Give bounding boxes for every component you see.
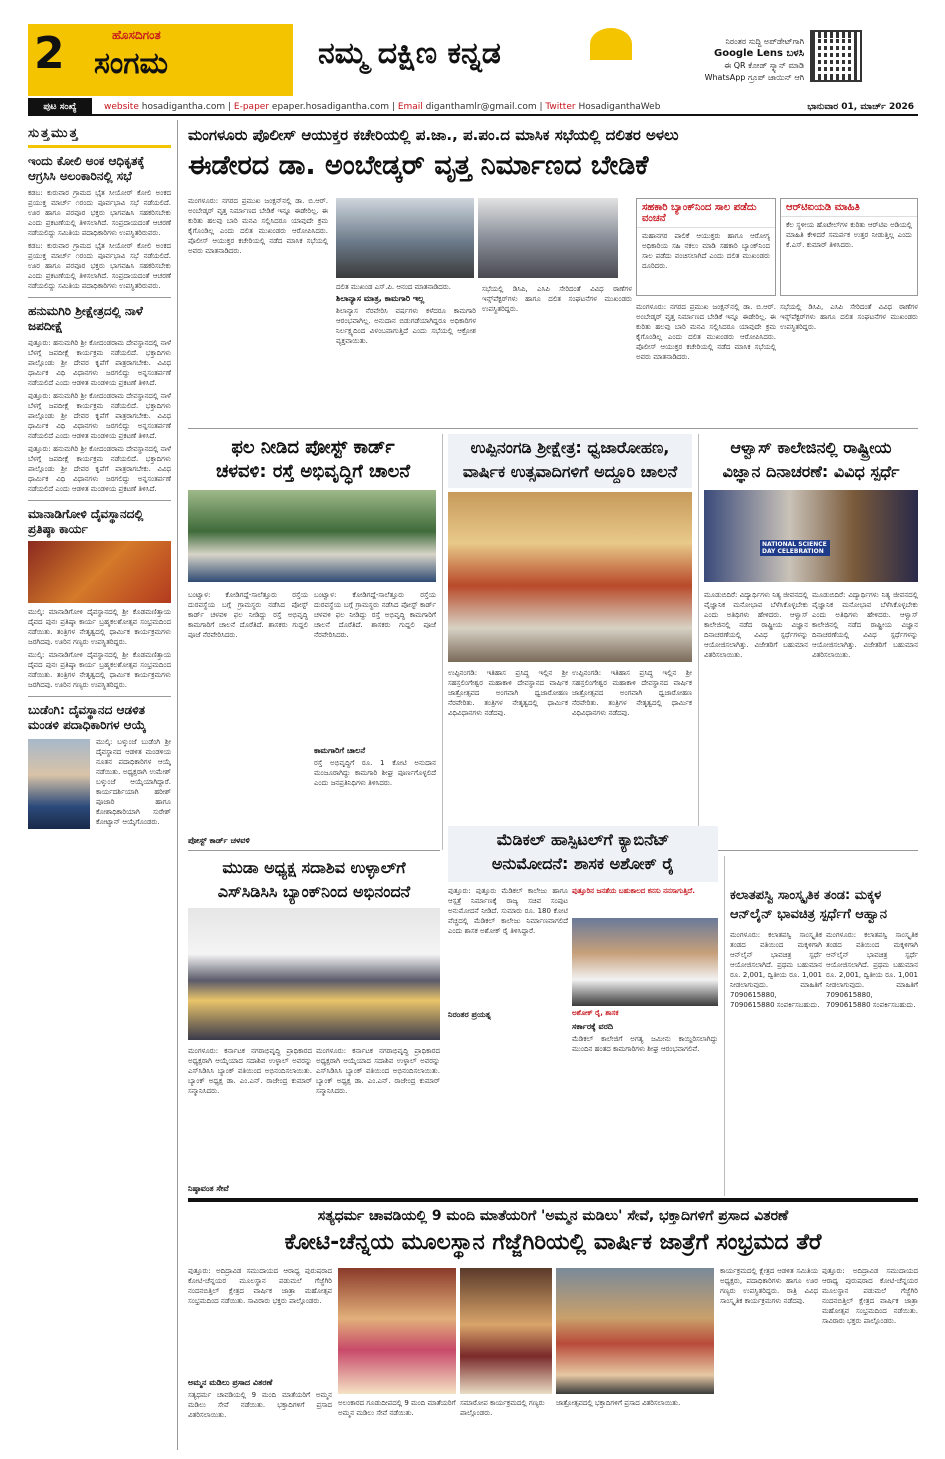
divider	[188, 428, 918, 429]
left-story-body: ಪುತ್ತೂರು: ಹನುಮಗಿರಿ ಶ್ರೀ ಕೋದಂಡರಾಮ ದೇವಸ್ಥಾನದಲ್ಲಿ ನಾಳೆ ಬೆಳಗ್ಗೆ ಜಪದೀಕ್ಷೆ ಕಾರ್ಯಕ್ರಮ ನಡೆಯಲಿದೆ. ಭಕ್ತಾದಿಗಳು ಪಾಲ್ಗೊಂಡು ಶ್ರೀ ದೇವರ ಕೃಪೆಗೆ ಪಾತ್ರರಾಗಬೇಕು. ವಿವಿಧ ಧಾರ್ಮಿಕ ವಿಧಿ ವಿಧಾನಗಳು ಜರಗಲಿದ್ದು ಅನ್ನಸಂತರ್ಪಣೆ ನಡೆಯಲಿದೆ ಎಂದು ಆಡಳಿತ ಮಂಡಳಿಯ ಪ್ರಕಟಣೆ ತಿಳಿಸಿದೆ.	[28, 392, 171, 440]
ritual-photo	[460, 1268, 552, 1394]
epaper-label: E-paper	[233, 102, 270, 112]
bottom-body: ಪುತ್ತೂರು: ಅದಿದ್ರಾವಿಡ ಸಮುದಾಯದ ಆರಾಧ್ಯ ಪುರುಷರಾದ ಕೋಟಿ-ಚೆನ್ನಯರ ಮೂಲಸ್ಥಾನ ಪಡುಮಲೆ ಗೆಜ್ಜೆಗಿರಿ ನಂದನಬಿತ್ತಿಲ್ ಕ್ಷೇತ್ರದ ವಾರ್ಷಿಕ ಜಾತ್ರಾ ಮಹೋತ್ಸವ ಸಂಭ್ರಮದಿಂದ ನಡೆಯಿತು. ಸಾವಿರಾರು ಭಕ್ತರು ಪಾಲ್ಗೊಂಡರು.	[188, 1267, 332, 1305]
lead-subheading: ಶಿಲಾನ್ಯಾಸ ಮಾತ್ರ, ಕಾಮಗಾರಿ ಇಲ್ಲ	[336, 294, 425, 303]
sidebar-box	[780, 198, 918, 296]
photo-caption: ಸಮಾರೋಪ ಕಾರ್ಯಕ್ರಮದಲ್ಲಿ ಗಣ್ಯರು ಪಾಲ್ಗೊಂಡರು.	[460, 1399, 545, 1417]
qr-instructions	[656, 36, 804, 84]
shrine-photo	[28, 541, 171, 603]
kalatapassi-body: ಮಂಗಳೂರು: ಕಲಾತಪಸ್ವಿ ಸಾಂಸ್ಕೃತಿಕ ತಂಡದ ವತಿಯಿಂದ ಮಕ್ಕಳಿಗಾಗಿ ಆನ್‌ಲೈನ್ ಭಾವಚಿತ್ರ ಸ್ಪರ್ಧೆ ಆಯೋಜಿಸಲಾಗಿದೆ. ಪ್ರಥಮ ಬಹುಮಾನ ರೂ. 2,001, ದ್ವಿತೀಯ ರೂ. 1,001 ನೀಡಲಾಗುವುದು. ಮಾಹಿತಿಗೆ 7090615880, 7090615880 ಸಂಪರ್ಕಿಸಬಹುದು.	[826, 931, 918, 1009]
box-body: ಕೆಲ ಸ್ಥಳೀಯ ಹೊಟೇಲ್‌ಗಳ ಕುರಿತು ಆರ್‌ಟಿಐ ಅಡಿಯಲ್ಲಿ ಮಾಹಿತಿ ಕೇಳಿದರೆ ಸಮರ್ಪಕ ಉತ್ತರ ನೀಡುತ್ತಿಲ್ಲ ಎಂದು ಕೆ.ಎಸ್. ಕುಮಾರ್ ತಿಳಿಸಿದರು.	[786, 221, 912, 249]
headline-line: ಮುಡಾ ಅಧ್ಯಕ್ಷ ಸದಾಶಿವ ಉಳ್ಳಾಲ್‌ಗೆ	[222, 858, 406, 877]
bottom-body: ಸತ್ಯಧರ್ಮ ಚಾವಡಿಯಲ್ಲಿ 9 ಮಂದಿ ಮಾತೆಯರಿಗೆ ಅಮ್ಮನ ಮಡಿಲು ಸೇವೆ ನಡೆಯಿತು. ಭಕ್ತಾದಿಗಳಿಗೆ ಪ್ರಸಾದ ವಿತರಿಸಲಾಯಿತು.	[188, 1391, 332, 1419]
page-number: 2	[34, 28, 65, 79]
headline-line: ಉಪ್ಪಿನಂಗಡಿ ಶ್ರೀಕ್ಷೇತ್ರ: ಧ್ವಜಾರೋಹಣ,	[470, 438, 670, 457]
left-story-body: ಪುತ್ತೂರು: ಹನುಮಗಿರಿ ಶ್ರೀ ಕೋದಂಡರಾಮ ದೇವಸ್ಥಾನದಲ್ಲಿ ನಾಳೆ ಬೆಳಗ್ಗೆ ಜಪದೀಕ್ಷೆ ಕಾರ್ಯಕ್ರಮ ನಡೆಯಲಿದೆ. ಭಕ್ತಾದಿಗಳು ಪಾಲ್ಗೊಂಡು ಶ್ರೀ ದೇವರ ಕೃಪೆಗೆ ಪಾತ್ರರಾಗಬೇಕು. ವಿವಿಧ ಧಾರ್ಮಿಕ ವಿಧಿ ವಿಧಾನಗಳು ಜರಗಲಿದ್ದು ಅನ್ನಸಂತರ್ಪಣೆ ನಡೆಯಲಿದೆ ಎಂದು ಆಡಳಿತ ಮಂಡಳಿಯ ಪ್ರಕಟಣೆ ತಿಳಿಸಿದೆ.	[28, 445, 171, 493]
bottom-subheading: ಅಮ್ಮನ ಮಡಿಲು ಪ್ರಸಾದ ವಿತರಣೆ	[188, 1378, 273, 1387]
info-bar	[28, 98, 918, 116]
brand-logo-main: ಸಂಗಮ	[94, 46, 168, 81]
box-heading: ಸಹಕಾರಿ ಬ್ಯಾಂಕ್‌ನಿಂದ ಸಾಲ ಪಡೆದು ವಂಚನೆ	[637, 199, 775, 228]
epaper-link[interactable]: epaper.hosadigantha.com	[271, 102, 390, 112]
protest-group-photo	[188, 490, 436, 582]
brand-logo-top: ಹೊಸದಿಗಂತ	[112, 28, 161, 42]
divider	[704, 850, 918, 851]
headline-line: ವಿಜ್ಞಾನ ದಿನಾಚರಣೆ: ವಿವಿಧ ಸ್ಪರ್ಧೆ	[722, 462, 900, 481]
left-column	[28, 120, 178, 1450]
medical-body: ಮೆಡಿಕಲ್ ಕಾಲೇಜಿಗೆ ಅಗತ್ಯ ಜಮೀನು ಕಾಯ್ದಿರಿಸಲಾಗಿದ್ದು ಮುಂದಿನ ಹಂತದ ಕಾಮಗಾರಿಗಳು ಶೀಘ್ರ ಆರಂಭವಾಗಲಿವೆ.	[572, 1035, 718, 1053]
headline-line: ಅನುಮೋದನೆ: ಶಾಸಕ ಅಶೋಕ್ ರೈ	[491, 854, 675, 873]
alvas-headline	[704, 436, 918, 484]
uppinangadi-body: ಉಪ್ಪಿನಂಗಡಿ: ಇತಿಹಾಸ ಪ್ರಸಿದ್ಧ ಇಲ್ಲಿನ ಶ್ರೀ ಸಹಸ್ರಲಿಂಗೇಶ್ವರ ಮಹಾಕಾಳಿ ದೇವಸ್ಥಾನದ ವಾರ್ಷಿಕ ಜಾತ್ರೋತ್ಸವದ ಅಂಗವಾಗಿ ಧ್ವಜಾರೋಹಣ ನೆರವೇರಿತು. ತಂತ್ರಿಗಳ ನೇತೃತ್ವದಲ್ಲಿ ಧಾರ್ಮಿಕ ವಿಧಿವಿಧಾನಗಳು ನಡೆದವು.	[572, 669, 692, 717]
event-banner: NATIONAL SCIENCE DAY CELEBRATION	[760, 540, 830, 556]
lead-headline: ಈಡೇರದ ಡಾ. ಅಂಬೇಡ್ಕರ್ ವೃತ್ತ ನಿರ್ಮಾಣದ ಬೇಡಿಕೆ	[188, 150, 649, 181]
issue-date: ಭಾನುವಾರ 01, ಮಾರ್ಚ್ 2026	[807, 102, 914, 112]
medical-body: ಪುತ್ತೂರು: ಪುತ್ತೂರು ಮೆಡಿಕಲ್ ಕಾಲೇಜು ಹಾಗೂ ಆಸ್ಪತ್ರೆ ನಿರ್ಮಾಣಕ್ಕೆ ರಾಜ್ಯ ಸಚಿವ ಸಂಪುಟ ಅನುಮೋದನೆ ನೀಡಿದೆ. ಸುಮಾರು ರೂ. 180 ಕೋಟಿ ವೆಚ್ಚದಲ್ಲಿ ಮೆಡಿಕಲ್ ಕಾಲೇಜು ನಿರ್ಮಾಣವಾಗಲಿದೆ ಎಂದು ಶಾಸಕ ಅಶೋಕ್ ರೈ ತಿಳಿಸಿದ್ದಾರೆ.	[448, 887, 568, 935]
left-story-headline: ಇಂದು ಕೋಲಿ ಅಂಕ ಆಧಿಕೃತಕ್ಕೆ ಆಗ್ರಸಿಸಿ ಅಲಂಕಾರಿನಲ್ಲಿ ಸಭೆ	[28, 154, 145, 183]
sun-decoration-icon	[590, 28, 632, 60]
column-title: ಸುತ್ತಮುತ್ತ	[28, 120, 171, 148]
headline-line: ಎಸ್‌ಸಿಡಿಸಿಸಿ ಬ್ಯಾಂಕ್‌ನಿಂದ ಅಭಿನಂದನೆ	[217, 882, 411, 901]
muda-body: ಮಂಗಳೂರು: ಕರ್ನಾಟಕ ನಗರಾಭಿವೃದ್ಧಿ ಪ್ರಾಧಿಕಾರದ ಅಧ್ಯಕ್ಷರಾಗಿ ಆಯ್ಕೆಯಾದ ಸದಾಶಿವ ಉಳ್ಳಾಲ್ ಅವರನ್ನು ಎಸ್‌ಸಿಡಿಸಿಸಿ ಬ್ಯಾಂಕ್ ವತಿಯಿಂದ ಅಭಿನಂದಿಸಲಾಯಿತು. ಬ್ಯಾಂಕ್ ಅಧ್ಯಕ್ಷ ಡಾ. ಎಂ.ಎನ್. ರಾಜೇಂದ್ರ ಕುಮಾರ್ ಸನ್ಮಾನಿಸಿದರು.	[316, 1047, 440, 1095]
postcard-subheading: ಪೋಸ್ಟ್ ಕಾರ್ಡ್ ಚಳವಳಿ	[188, 836, 250, 845]
box-body: ಮಹಾನಗರ ಪಾಲಿಕೆ ಆಯುಕ್ತರು ಹಾಗೂ ಆರೋಗ್ಯ ಅಧಿಕಾರಿಯ ಸಹಿ ನಕಲು ಮಾಡಿ ಸಹಕಾರಿ ಬ್ಯಾಂಕ್‌ನಿಂದ ಸಾಲ ಪಡೆದು ವಂಚಿಸಲಾಗಿದೆ ಎಂದು ದಲಿತ ಮುಖಂಡರು ದೂರಿದರು.	[642, 232, 770, 270]
bottom-body: ಕಾರ್ಯಕ್ರಮದಲ್ಲಿ ಕ್ಷೇತ್ರದ ಆಡಳಿತ ಸಮಿತಿಯ ಅಧ್ಯಕ್ಷರು, ಪದಾಧಿಕಾರಿಗಳು ಹಾಗೂ ಊರ ಗಣ್ಯರು ಉಪಸ್ಥಿತರಿದ್ದರು. ರಾತ್ರಿ ವಿವಿಧ ಸಾಂಸ್ಕೃತಿಕ ಕಾರ್ಯಕ್ರಮಗಳು ನಡೆದವು.	[720, 1267, 818, 1305]
qr-line: Google Lens ಬಳಸಿ	[713, 48, 804, 59]
uppinangadi-headline	[448, 436, 692, 484]
medical-subheading: ಸರ್ಕಾರಕ್ಕೆ ವರದಿ	[572, 1022, 614, 1031]
medical-subheading: ನಿರಂತರ ಪ್ರಯತ್ನ	[448, 1010, 491, 1019]
postcard-subheading: ಕಾಮಗಾರಿಗೆ ಚಾಲನೆ	[314, 746, 366, 755]
headline-line: ಚಳವಳಿ: ರಸ್ತೆ ಅಭಿವೃದ್ಧಿಗೆ ಚಾಲನೆ	[215, 461, 411, 482]
email-label: Email	[397, 102, 423, 112]
devotees-photo	[556, 1268, 714, 1394]
alvas-body: ಮೂಡುಬಿದಿರೆ: ವಿದ್ಯಾರ್ಥಿಗಳು ನಿತ್ಯ ಜೀವನದಲ್ಲಿ ವೈಜ್ಞಾನಿಕ ಮನೋಭಾವ ಬೆಳೆಸಿಕೊಳ್ಳಬೇಕು ಎಂದು ಅತಿಥಿಗಳು ಹೇಳಿದರು. ಆಳ್ವಾಸ್ ಕಾಲೇಜಿನಲ್ಲಿ ನಡೆದ ರಾಷ್ಟ್ರೀಯ ವಿಜ್ಞಾನ ದಿನಾಚರಣೆಯಲ್ಲಿ ವಿವಿಧ ಸ್ಪರ್ಧೆಗಳನ್ನು ಆಯೋಜಿಸಲಾಗಿತ್ತು. ವಿಜೇತರಿಗೆ ಬಹುಮಾನ ವಿತರಿಸಲಾಯಿತು.	[812, 591, 918, 659]
left-story-headline: ಹನುಮಗಿರಿ ಶ್ರೀಕ್ಷೇತ್ರದಲ್ಲಿ ನಾಳೆ ಜಪದೀಕ್ಷೆ	[28, 304, 143, 333]
medical-headline	[448, 828, 718, 876]
left-story-headline: ಮಾನಾಡಿಗೋಳಿ ದೈವಸ್ಥಾನದಲ್ಲಿ ಪ್ರತಿಷ್ಠಾ ಕಾರ್ಯ	[28, 507, 144, 536]
bottom-headline: ಕೋಟಿ-ಚೆನ್ನಯ ಮೂಲಸ್ಥಾನ ಗೆಜ್ಜೆಗಿರಿಯಲ್ಲಿ ವಾರ್ಷಿಕ ಜಾತ್ರೆಗೆ ಸಂಭ್ರಮದ ತೆರೆ	[284, 1230, 822, 1255]
divider	[442, 434, 443, 850]
lead-body: ಮಂಗಳೂರು: ನಗರದ ಪ್ರಮುಖ ಜಂಕ್ಷನ್‌ನಲ್ಲಿ ಡಾ. ಬಿ.ಆರ್. ಅಂಬೇಡ್ಕರ್ ವೃತ್ತ ನಿರ್ಮಾಣದ ಬೇಡಿಕೆ ಇನ್ನೂ ಈಡೇರಿಲ್ಲ. ಈ ಕುರಿತು ಹಲವು ಬಾರಿ ಮನವಿ ಸಲ್ಲಿಸಿದರೂ ಯಾವುದೇ ಕ್ರಮ ಕೈಗೊಂಡಿಲ್ಲ ಎಂದು ದಲಿತ ಮುಖಂಡರು ಆರೋಪಿಸಿದರು. ಪೊಲೀಸ್ ಆಯುಕ್ತರ ಕಚೇರಿಯಲ್ಲಿ ನಡೆದ ಮಾಸಿಕ ಸಭೆಯಲ್ಲಿ ಅವರು ಮಾತನಾಡಿದರು.	[636, 303, 776, 361]
mla-portrait-photo	[572, 918, 718, 1006]
kalatapassi-headline	[730, 886, 918, 924]
left-story-body: ಪುತ್ತೂರು: ಹನುಮಗಿರಿ ಶ್ರೀ ಕೋದಂಡರಾಮ ದೇವಸ್ಥಾನದಲ್ಲಿ ನಾಳೆ ಬೆಳಗ್ಗೆ ಜಪದೀಕ್ಷೆ ಕಾರ್ಯಕ್ರಮ ನಡೆಯಲಿದೆ. ಭಕ್ತಾದಿಗಳು ಪಾಲ್ಗೊಂಡು ಶ್ರೀ ದೇವರ ಕೃಪೆಗೆ ಪಾತ್ರರಾಗಬೇಕು. ವಿವಿಧ ಧಾರ್ಮಿಕ ವಿಧಿ ವಿಧಾನಗಳು ಜರಗಲಿದ್ದು ಅನ್ನಸಂತರ್ಪಣೆ ನಡೆಯಲಿದೆ ಎಂದು ಆಡಳಿತ ಮಂಡಳಿಯ ಪ್ರಕಟಣೆ ತಿಳಿಸಿದೆ.	[28, 339, 171, 387]
section-title: ನಮ್ಮ ದಕ್ಷಿಣ ಕನ್ನಡ	[318, 36, 501, 71]
qr-line: ಈ QR ಕೋಡ್ ಸ್ಕ್ಯಾನ್ ಮಾಡಿ	[724, 61, 804, 70]
lead-kicker: ಮಂಗಳೂರು ಪೊಲೀಸ್ ಆಯುಕ್ತರ ಕಚೇರಿಯಲ್ಲಿ ಪ.ಜಾ., ಪ.ಪಂ.ದ ಮಾಸಿಕ ಸಭೆಯಲ್ಲಿ ದಲಿತರ ಅಳಲು	[188, 126, 679, 144]
divider	[28, 500, 171, 501]
box-heading: ಆರ್‌ಟಿಐಯಡಿ ಮಾಹಿತಿ	[781, 199, 917, 217]
headline-line: ಕಲಾತಪಸ್ವಿ ಸಾಂಸ್ಕೃತಿಕ ತಂಡ: ಮಕ್ಕಳ	[730, 888, 882, 903]
website-link[interactable]: hosadigantha.com	[141, 102, 226, 112]
headline-line: ಆನ್‌ಲೈನ್ ಭಾವಚಿತ್ರ ಸ್ಪರ್ಧೆಗೆ ಆಹ್ವಾನ	[730, 907, 887, 922]
pull-quote: ಪುತ್ತೂರಿನ ಜನತೆಯ ಬಹುಕಾಲದ ಕನಸು ನನಸಾಗುತ್ತಿದೆ.	[572, 887, 695, 895]
headline-line: ಮೆಡಿಕಲ್ ಹಾಸ್ಪಿಟಲ್‌ಗೆ ಕ್ಯಾಬಿನೆಟ್	[496, 830, 670, 849]
lead-body: ಸಭೆಯಲ್ಲಿ ಡಿಸಿಪಿ, ಎಸಿಪಿ ಸೇರಿದಂತೆ ವಿವಿಧ ಠಾಣೆಗಳ ಇನ್ಸ್‌ಪೆಕ್ಟರ್‌ಗಳು ಹಾಗೂ ದಲಿತ ಸಂಘಟನೆಗಳ ಮುಖಂಡರು ಉಪಸ್ಥಿತರಿದ್ದರು.	[482, 285, 632, 313]
headline-line: ಫಲ ನೀಡಿದ ಪೋಸ್ಟ್ ಕಾರ್ಡ್	[231, 437, 395, 458]
left-story-body: ಮುಲ್ಕಿ: ಮಾನಾಡಿಗೋಳಿ ದೈವಸ್ಥಾನದಲ್ಲಿ ಶ್ರೀ ಕೊಡಮಣಿತ್ತಾಯ ದೈವದ ಪುನಃ ಪ್ರತಿಷ್ಠಾ ಕಾರ್ಯ ಬ್ರಹ್ಮಕಲಶೋತ್ಸವ ಸಂಭ್ರಮದಿಂದ ನಡೆಯಿತು. ತಂತ್ರಿಗಳ ನೇತೃತ್ವದಲ್ಲಿ ಧಾರ್ಮಿಕ ಕಾರ್ಯಕ್ರಮಗಳು ಜರಗಿದವು. ಊರಿನ ಗಣ್ಯರು ಉಪಸ್ಥಿತರಿದ್ದರು.	[28, 651, 171, 689]
muda-body: ಮಂಗಳೂರು: ಕರ್ನಾಟಕ ನಗರಾಭಿವೃದ್ಧಿ ಪ್ರಾಧಿಕಾರದ ಅಧ್ಯಕ್ಷರಾಗಿ ಆಯ್ಕೆಯಾದ ಸದಾಶಿವ ಉಳ್ಳಾಲ್ ಅವರನ್ನು ಎಸ್‌ಸಿಡಿಸಿಸಿ ಬ್ಯಾಂಕ್ ವತಿಯಿಂದ ಅಭಿನಂದಿಸಲಾಯಿತು. ಬ್ಯಾಂಕ್ ಅಧ್ಯಕ್ಷ ಡಾ. ಎಂ.ಎನ್. ರಾಜೇಂದ್ರ ಕುಮಾರ್ ಸನ್ಮಾನಿಸಿದರು.	[188, 1047, 312, 1095]
email-link[interactable]: diganthamlr@gmail.com	[425, 102, 537, 112]
temple-ceremony-photo	[448, 492, 692, 662]
bottom-kicker: ಸತ್ಯಧರ್ಮ ಚಾವಡಿಯಲ್ಲಿ 9 ಮಂದಿ ಮಾತೆಯರಿಗೆ 'ಅಮ್ಮನ ಮಡಿಲು' ಸೇವೆ, ಭಕ್ತಾದಿಗಳಿಗೆ ಪ್ರಸಾದ ವಿತರಣೆ	[317, 1208, 789, 1224]
website-label: website	[104, 102, 139, 112]
ritual-photo	[338, 1268, 456, 1394]
science-day-photo	[704, 490, 918, 582]
section-rule	[188, 1198, 918, 1202]
portrait-photo	[28, 739, 90, 829]
page-label: ಪುಟ ಸಂಖ್ಯೆ	[28, 98, 92, 116]
divider	[698, 434, 699, 850]
photo-caption: ಅಲಂಕಾರದ ಗೂಡುದೀಪದಲ್ಲಿ 9 ಮಂದಿ ಮಾತೆಯರಿಗೆ ಅಮ್ಮನ ಮಡಿಲು ಸೇವೆ ನಡೆಯಿತು.	[338, 1399, 456, 1417]
postcard-body: ಬಂಟ್ವಾಳ: ಕೋಡಿಗದ್ದೆ-ಸಾಲೆತ್ತೂರು ರಸ್ತೆಯ ದುರವಸ್ಥೆಯ ಬಗ್ಗೆ ಗ್ರಾಮಸ್ಥರು ನಡೆಸಿದ ಪೋಸ್ಟ್ ಕಾರ್ಡ್ ಚಳವಳಿ ಫಲ ನೀಡಿದ್ದು ರಸ್ತೆ ಅಭಿವೃದ್ಧಿ ಕಾಮಗಾರಿಗೆ ಚಾಲನೆ ದೊರೆತಿದೆ. ಶಾಸಕರು ಗುದ್ದಲಿ ಪೂಜೆ ನೆರವೇರಿಸಿದರು.	[314, 591, 436, 639]
qr-code-icon[interactable]	[810, 30, 862, 82]
postcard-body: ಬಂಟ್ವಾಳ: ಕೋಡಿಗದ್ದೆ-ಸಾಲೆತ್ತೂರು ರಸ್ತೆಯ ದುರವಸ್ಥೆಯ ಬಗ್ಗೆ ಗ್ರಾಮಸ್ಥರು ನಡೆಸಿದ ಪೋಸ್ಟ್ ಕಾರ್ಡ್ ಚಳವಳಿ ಫಲ ನೀಡಿದ್ದು ರಸ್ತೆ ಅಭಿವೃದ್ಧಿ ಕಾಮಗಾರಿಗೆ ಚಾಲನೆ ದೊರೆತಿದೆ. ಶಾಸಕರು ಗುದ್ದಲಿ ಪೂಜೆ ನೆರವೇರಿಸಿದರು.	[188, 591, 308, 639]
sidebar-box	[636, 198, 776, 296]
left-story-body: ಮುಲ್ಕಿ: ಮಾನಾಡಿಗೋಳಿ ದೈವಸ್ಥಾನದಲ್ಲಿ ಶ್ರೀ ಕೊಡಮಣಿತ್ತಾಯ ದೈವದ ಪುನಃ ಪ್ರತಿಷ್ಠಾ ಕಾರ್ಯ ಬ್ರಹ್ಮಕಲಶೋತ್ಸವ ಸಂಭ್ರಮದಿಂದ ನಡೆಯಿತು. ತಂತ್ರಿಗಳ ನೇತೃತ್ವದಲ್ಲಿ ಧಾರ್ಮಿಕ ಕಾರ್ಯಕ್ರಮಗಳು ಜರಗಿದವು. ಊರಿನ ಗಣ್ಯರು ಉಪಸ್ಥಿತರಿದ್ದರು.	[28, 608, 171, 646]
divider	[724, 856, 725, 1196]
left-story-headline: ಬುಡೆಂಗಿ: ದೈವಸ್ಥಾನದ ಆಡಳಿತ ಮಂಡಳಿ ಪದಾಧಿಕಾರಿಗಳ ಆಯ್ಕೆ	[28, 703, 147, 732]
bottom-body: ಪುತ್ತೂರು: ಅದಿದ್ರಾವಿಡ ಸಮುದಾಯದ ಆರಾಧ್ಯ ಪುರುಷರಾದ ಕೋಟಿ-ಚೆನ್ನಯರ ಮೂಲಸ್ಥಾನ ಪಡುಮಲೆ ಗೆಜ್ಜೆಗಿರಿ ನಂದನಬಿತ್ತಿಲ್ ಕ್ಷೇತ್ರದ ವಾರ್ಷಿಕ ಜಾತ್ರಾ ಮಹೋತ್ಸವ ಸಂಭ್ರಮದಿಂದ ನಡೆಯಿತು. ಸಾವಿರಾರು ಭಕ್ತರು ಪಾಲ್ಗೊಂಡರು.	[822, 1267, 918, 1325]
lead-body: ಸಭೆಯಲ್ಲಿ ಡಿಸಿಪಿ, ಎಸಿಪಿ ಸೇರಿದಂತೆ ವಿವಿಧ ಠಾಣೆಗಳ ಇನ್ಸ್‌ಪೆಕ್ಟರ್‌ಗಳು ಹಾಗೂ ದಲಿತ ಸಂಘಟನೆಗಳ ಮುಖಂಡರು ಉಪಸ್ಥಿತರಿದ್ದರು.	[780, 303, 918, 331]
photo-caption: ಅಶೋಕ್ ರೈ, ಶಾಸಕ	[572, 1009, 619, 1017]
muda-subheading: ನಿಷ್ಠಾವಂತ ಸೇವೆ	[188, 1184, 229, 1193]
divider	[28, 297, 171, 298]
meeting-photo	[478, 198, 618, 278]
left-story-body: ಮುಲ್ಕಿ: ಬಳ್ಕುಂಜೆ ಬುಡೆಂಗಿ ಶ್ರೀ ದೈವಸ್ಥಾನದ ಆಡಳಿತ ಮಂಡಳಿಯ ನೂತನ ಪದಾಧಿಕಾರಿಗಳ ಆಯ್ಕೆ ನಡೆಯಿತು. ಅಧ್ಯಕ್ಷರಾಗಿ ಉಮೇಶ್ ಬಳ್ಕುಂಜೆ ಆಯ್ಕೆಯಾಗಿದ್ದಾರೆ. ಕಾರ್ಯದರ್ಶಿಯಾಗಿ ಹರೀಶ್ ಪೂಜಾರಿ ಹಾಗೂ ಕೋಶಾಧಿಕಾರಿಯಾಗಿ ಸುರೇಶ್ ಕೋಟ್ಯಾನ್ ಆಯ್ಕೆಗೊಂಡರು.	[96, 738, 171, 826]
masthead	[0, 0, 945, 96]
uppinangadi-body: ಉಪ್ಪಿನಂಗಡಿ: ಇತಿಹಾಸ ಪ್ರಸಿದ್ಧ ಇಲ್ಲಿನ ಶ್ರೀ ಸಹಸ್ರಲಿಂಗೇಶ್ವರ ಮಹಾಕಾಳಿ ದೇವಸ್ಥಾನದ ವಾರ್ಷಿಕ ಜಾತ್ರೋತ್ಸವದ ಅಂಗವಾಗಿ ಧ್ವಜಾರೋಹಣ ನೆರವೇರಿತು. ತಂತ್ರಿಗಳ ನೇತೃತ್ವದಲ್ಲಿ ಧಾರ್ಮಿಕ ವಿಧಿವಿಧಾನಗಳು ನಡೆದವು.	[448, 669, 568, 717]
lead-body: ಶಿಲಾನ್ಯಾಸ ನೆರವೇರಿಸಿ ವರ್ಷಗಳು ಕಳೆದರೂ ಕಾಮಗಾರಿ ಆರಂಭವಾಗಿಲ್ಲ. ಅನುದಾನ ಬಿಡುಗಡೆಯಾಗಿದ್ದರೂ ಅಧಿಕಾರಿಗಳ ನಿರ್ಲಕ್ಷ್ಯದಿಂದ ವಿಳಂಬವಾಗುತ್ತಿದೆ ಎಂದು ಸಭೆಯಲ್ಲಿ ಆಕ್ರೋಶ ವ್ಯಕ್ತವಾಯಿತು.	[336, 307, 476, 345]
twitter-link[interactable]: HosadiganthaWeb	[578, 102, 661, 112]
left-story-body: ಕಡಬ: ಕುರುವಾರ ಗ್ರಾಮದ ಭೈತ ಸೀಯೋರ್ ಕೋಲಿ ಅಂಕದ ಪ್ರಯುಕ್ತ ಮಾರ್ಚ್ ೧ರಂದು ಪೂರ್ವಭಾವಿ ಸಭೆ ನಡೆಯಲಿದೆ. ಊರ ಹಾಗೂ ಪರವೂರ ಭಕ್ತರು ಭಾಗವಹಿಸಿ ಸಹಕರಿಸಬೇಕು ಎಂದು ಪ್ರಕಟಣೆಯಲ್ಲಿ ತಿಳಿಸಲಾಗಿದೆ. ಸಂಪ್ರದಾಯದಂತೆ ಆಚರಣೆ ನಡೆಯಲಿದ್ದು ಸಮಿತಿಯ ಪದಾಧಿಕಾರಿಗಳು ಉಪಸ್ಥಿತರಿರುವರು.	[28, 242, 171, 290]
qr-line: ನಿರಂತರ ಸುದ್ದಿ ಅಪ್‌ಡೇಟ್‌ಗಾಗಿ	[725, 37, 804, 46]
headline-line: ವಾರ್ಷಿಕ ಉತ್ಸವಾದಿಗಳಿಗೆ ಅದ್ದೂರಿ ಚಾಲನೆ	[462, 462, 678, 481]
headline-line: ಆಳ್ವಾಸ್ ಕಾಲೇಜಿನಲ್ಲಿ ರಾಷ್ಟ್ರೀಯ	[730, 438, 892, 457]
meeting-photo	[336, 198, 474, 278]
left-story-body: ಕಡಬ: ಕುರುವಾರ ಗ್ರಾಮದ ಭೈತ ಸೀಯೋರ್ ಕೋಲಿ ಅಂಕದ ಪ್ರಯುಕ್ತ ಮಾರ್ಚ್ ೧ರಂದು ಪೂರ್ವಭಾವಿ ಸಭೆ ನಡೆಯಲಿದೆ. ಊರ ಹಾಗೂ ಪರವೂರ ಭಕ್ತರು ಭಾಗವಹಿಸಿ ಸಹಕರಿಸಬೇಕು ಎಂದು ಪ್ರಕಟಣೆಯಲ್ಲಿ ತಿಳಿಸಲಾಗಿದೆ. ಸಂಪ್ರದಾಯದಂತೆ ಆಚರಣೆ ನಡೆಯಲಿದ್ದು ಸಮಿತಿಯ ಪದಾಧಿಕಾರಿಗಳು ಉಪಸ್ಥಿತರಿರುವರು.	[28, 189, 171, 237]
twitter-label: Twitter	[545, 102, 576, 112]
photo-caption: ಜಾತ್ರೋತ್ಸವದಲ್ಲಿ ಭಕ್ತಾದಿಗಳಿಗೆ ಪ್ರಸಾದ ವಿತರಿಸಲಾಯಿತು.	[556, 1399, 681, 1407]
kalatapassi-body: ಮಂಗಳೂರು: ಕಲಾತಪಸ್ವಿ ಸಾಂಸ್ಕೃತಿಕ ತಂಡದ ವತಿಯಿಂದ ಮಕ್ಕಳಿಗಾಗಿ ಆನ್‌ಲೈನ್ ಭಾವಚಿತ್ರ ಸ್ಪರ್ಧೆ ಆಯೋಜಿಸಲಾಗಿದೆ. ಪ್ರಥಮ ಬಹುಮಾನ ರೂ. 2,001, ದ್ವಿತೀಯ ರೂ. 1,001 ನೀಡಲಾಗುವುದು. ಮಾಹಿತಿಗೆ 7090615880, 7090615880 ಸಂಪರ್ಕಿಸಬಹುದು.	[730, 931, 822, 1009]
divider	[28, 696, 171, 697]
postcard-headline	[188, 436, 438, 484]
muda-headline	[188, 856, 440, 904]
alvas-body: ಮೂಡುಬಿದಿರೆ: ವಿದ್ಯಾರ್ಥಿಗಳು ನಿತ್ಯ ಜೀವನದಲ್ಲಿ ವೈಜ್ಞಾನಿಕ ಮನೋಭಾವ ಬೆಳೆಸಿಕೊಳ್ಳಬೇಕು ಎಂದು ಅತಿಥಿಗಳು ಹೇಳಿದರು. ಆಳ್ವಾಸ್ ಕಾಲೇಜಿನಲ್ಲಿ ನಡೆದ ರಾಷ್ಟ್ರೀಯ ವಿಜ್ಞಾನ ದಿನಾಚರಣೆಯಲ್ಲಿ ವಿವಿಧ ಸ್ಪರ್ಧೆಗಳನ್ನು ಆಯೋಜಿಸಲಾಗಿತ್ತು. ವಿಜೇತರಿಗೆ ಬಹುಮಾನ ವಿತರಿಸಲಾಯಿತು.	[704, 591, 808, 659]
felicitation-photo	[188, 908, 440, 1040]
qr-line: WhatsApp ಗ್ರೂಪ್ ಜಾಯಿನ್ ಆಗಿ	[704, 73, 804, 82]
photo-caption: ದಲಿತ ಮುಖಂಡ ಎಸ್.ಪಿ. ಆನಂದ ಮಾತನಾಡಿದರು.	[336, 283, 451, 291]
postcard-body: ರಸ್ತೆ ಅಭಿವೃದ್ಧಿಗೆ ರೂ. 1 ಕೋಟಿ ಅನುದಾನ ಮಂಜೂರಾಗಿದ್ದು ಕಾಮಗಾರಿ ಶೀಘ್ರ ಪೂರ್ಣಗೊಳ್ಳಲಿದೆ ಎಂದು ಜನಪ್ರತಿನಿಧಿಗಳು ತಿಳಿಸಿದರು.	[314, 759, 436, 787]
divider	[188, 850, 440, 851]
lead-body: ಮಂಗಳೂರು: ನಗರದ ಪ್ರಮುಖ ಜಂಕ್ಷನ್‌ನಲ್ಲಿ ಡಾ. ಬಿ.ಆರ್. ಅಂಬೇಡ್ಕರ್ ವೃತ್ತ ನಿರ್ಮಾಣದ ಬೇಡಿಕೆ ಇನ್ನೂ ಈಡೇರಿಲ್ಲ. ಈ ಕುರಿತು ಹಲವು ಬಾರಿ ಮನವಿ ಸಲ್ಲಿಸಿದರೂ ಯಾವುದೇ ಕ್ರಮ ಕೈಗೊಂಡಿಲ್ಲ ಎಂದು ದಲಿತ ಮುಖಂಡರು ಆರೋಪಿಸಿದರು. ಪೊಲೀಸ್ ಆಯುಕ್ತರ ಕಚೇರಿಯಲ್ಲಿ ನಡೆದ ಮಾಸಿಕ ಸಭೆಯಲ್ಲಿ ಅವರು ಮಾತನಾಡಿದರು.	[188, 197, 328, 255]
contact-links: website hosadigantha.com | E-paper epaper.hosadigantha.com | Email diganthamlr@gmail.com | Twitter HosadiganthaWeb	[104, 102, 661, 112]
